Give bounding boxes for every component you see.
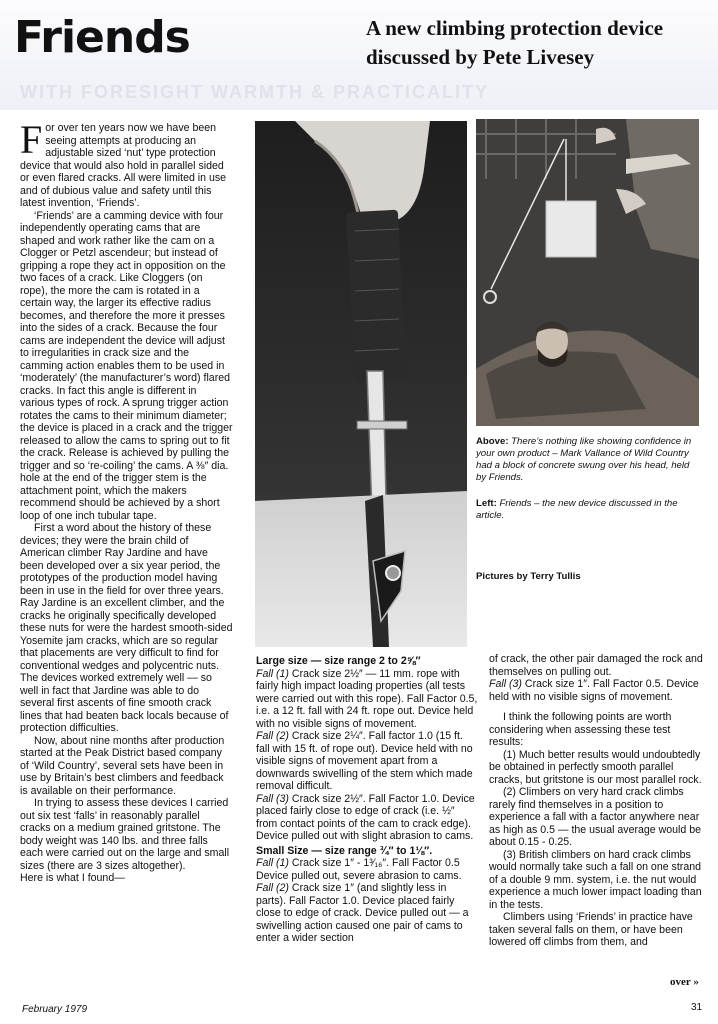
col3-paragraph-3: (1) Much better results would undoubtedly be obtained in perfectly smooth parallel cracks, but gritstone is our most parallel rock. [489, 748, 702, 786]
col3-paragraph-6: Climbers using ‘Friends’ in practice have taken several falls on them, or have been lowered off climbs from them, and [489, 911, 693, 948]
col3-paragraph-4: (2) Climbers on very hard crack climbs rarely find themselves in a position to experience a fall with a factor anywhere near as high as 0.5 — the usual average would be about 0.15 - 0.25. [489, 786, 702, 848]
paragraph-5: In trying to assess these devices I carried out six test ‘falls’ in reasonably parallel cracks on a medium grained gritstone. The body weight was 140 lbs. and three falls each were carried out on the large and small sizes (there are 3 sizes altogether). [20, 797, 230, 872]
concrete-block-demo-photo [476, 119, 699, 426]
continued-over[interactable]: over » [670, 976, 699, 988]
small-fall-1-text: Crack size 1″ - 1³⁄₁₆″. Fall Factor 0.5 Device pulled out, severe abrasion to cams. [256, 857, 462, 882]
col3-paragraph-5: (3) British climbers on hard crack climbs would normally take such a fall on one strand of a double 9 mm. system, i.e. the nut would experience a much lower impact loading than in the tests. [489, 848, 702, 911]
paragraph-1 [20, 117, 233, 210]
large-fall-2-text: Crack size 2¼″. Fall factor 1.0 (15 ft. fall with 15 ft. of rope out). Device held with no visible signs of movement apart from a downwards swivelling of the stem which made removal difficult. [256, 730, 473, 792]
large-fall-1 [256, 668, 478, 731]
caption-above-text: There’s nothing like showing confidence in your own product – Mark Vallance of Wild Country had a block of concrete swung over his head, held by Friends. [476, 436, 692, 483]
caption-left [476, 498, 698, 522]
footer-date: February 1979 [22, 1004, 88, 1015]
small-fall-3-label: Fall (3) [489, 678, 522, 690]
headline-line-1: A new climbing protection device [366, 16, 664, 40]
small-fall-3 [489, 678, 703, 703]
large-fall-1-text: Crack size 2½″ — 11 mm. rope with fairly high impact loading properties (all tests were carried out with this rope). Fall Factor 0.5, i.e. a 12 ft. fall with 24 ft. rope out. Device held with no visible signs of movement. [256, 667, 478, 730]
paragraph-4: Now, about nine months after production started at the Peak District based company of ‘Wild Country’, several sets have been in use by Britain’s best climbers and feedback is available on their performance. [20, 734, 225, 797]
large-fall-3-label: Fall (3) [256, 792, 289, 805]
article-column-1 [20, 117, 233, 885]
small-fall-3-text: Crack size 1″. Fall Factor 0.5. Device held with no visible signs of movement. [489, 678, 699, 703]
small-fall-1-label: Fall (1) [256, 857, 289, 869]
caption-above [476, 436, 698, 484]
small-fall-2-label: Fall (2) [256, 882, 289, 894]
small-fall-2-text: Crack size 1″ (and slightly less in parts). Fall Factor 1.0. Device placed fairly close to edge of crack. Device pulled out — a swivelling action caused one pair of cams to enter a wider section [256, 882, 469, 944]
headline-line-2: discussed by Pete Livesey [366, 45, 595, 69]
masthead-logo: Friends [14, 12, 190, 63]
large-fall-2 [256, 730, 478, 793]
friends-device-photo [255, 121, 467, 647]
small-fall-2 [256, 882, 478, 945]
article-headline [366, 14, 706, 72]
page-number: 31 [691, 1002, 703, 1013]
large-fall-3 [256, 793, 478, 843]
friends-device-illustration [255, 121, 467, 647]
col3-paragraph-2: I think the following points are worth considering when assessing these test results: [489, 711, 672, 748]
col3-paragraph-1: of crack, the other pair damaged the rock and themselves on pulling out. [489, 653, 703, 678]
caption-left-text: Friends – the new device discussed in the article. [476, 498, 678, 521]
large-fall-2-label: Fall (2) [256, 730, 289, 742]
drop-cap: F [20, 117, 43, 162]
masthead-ghost-text: WITH FORESIGHT WARMTH & PRACTICALITY [20, 82, 489, 102]
small-size-heading: Small Size — size range ¾″ to 1⅛″. [256, 844, 433, 857]
paragraph-6: Here is what I found— [20, 872, 125, 884]
caption-above-label: Above: [476, 436, 509, 447]
paragraph-3: First a word about the history of these devices; they were the brain child of American climber Ray Jardine and have been developed over a six year period, the prototypes of the production model having been in use in the field for over three years. Ray Jardine is an excellent climber, and the cracks he originally specifically developed these nuts for were the hardest smooth-sided Yosemite jam cracks, which are so regular that placements are very difficult to find for conventional wedges and polycentric nuts. The devices worked extremely well — so well in fact that Jardine was able to do several first ascents of fine smooth crack lines that had beaten back locals because of protection difficulties. [20, 522, 233, 734]
small-fall-1 [256, 857, 478, 882]
concrete-block-demo-illustration [476, 119, 699, 426]
caption-left-label: Left: [476, 498, 497, 509]
paragraph-1-text: or over ten years now we have been seeing attempts at producing an adjustable sized ‘nut’ type protection device that would also hold in parallel sided or even flared cracks. All were limited in use and of dubious value and safety until this latest invention, ‘Friends’. [20, 122, 227, 209]
large-size-heading: Large size — size range 2 to 2⅝″ [256, 655, 421, 667]
photo-credit: Pictures by Terry Tullis [476, 571, 581, 582]
large-fall-3-text: Crack size 2½″. Fall Factor 1.0. Device placed fairly close to edge of crack (i.e. ½″ from contact points of the cam to crack edge). Device pulled out with slight abrasion to cams. [256, 792, 475, 842]
paragraph-2: ‘Friends’ are a camming device with four independently operating cams that are shaped and work rather like the cam on a Clogger or Petzl ascendeur; but instead of gripping a rope they act in opposition on the two faces of a crack. Like Cloggers (on rope), the more the cam is rotated in a certain way, the larger its effective radius becomes, and therefore the more it presses into the sides of a crack. Because the four cams are independent the device will adjust to irregularities in crack size and the camming action enables them to be used in ‘moderately’ (the manufacturer’s word) flared cracks. In fact this angle is different in various types of rock. A sprung trigger action rotates the cams to their minimum diameter; the device is placed in a crack and the trigger released to allow the cams to spring out to fit the crack. Release is achieved by pulling the trigger and so ‘re-coiling’ the cams. A ⅜″ dia. hole at the end of the trigger stem is the attachment point, which the makers recommend should be achieved by a short loop of one inch tubular tape. [20, 209, 233, 522]
large-fall-1-label: Fall (1) [256, 667, 289, 680]
article-column-3 [489, 653, 703, 949]
article-column-2 [256, 653, 478, 945]
